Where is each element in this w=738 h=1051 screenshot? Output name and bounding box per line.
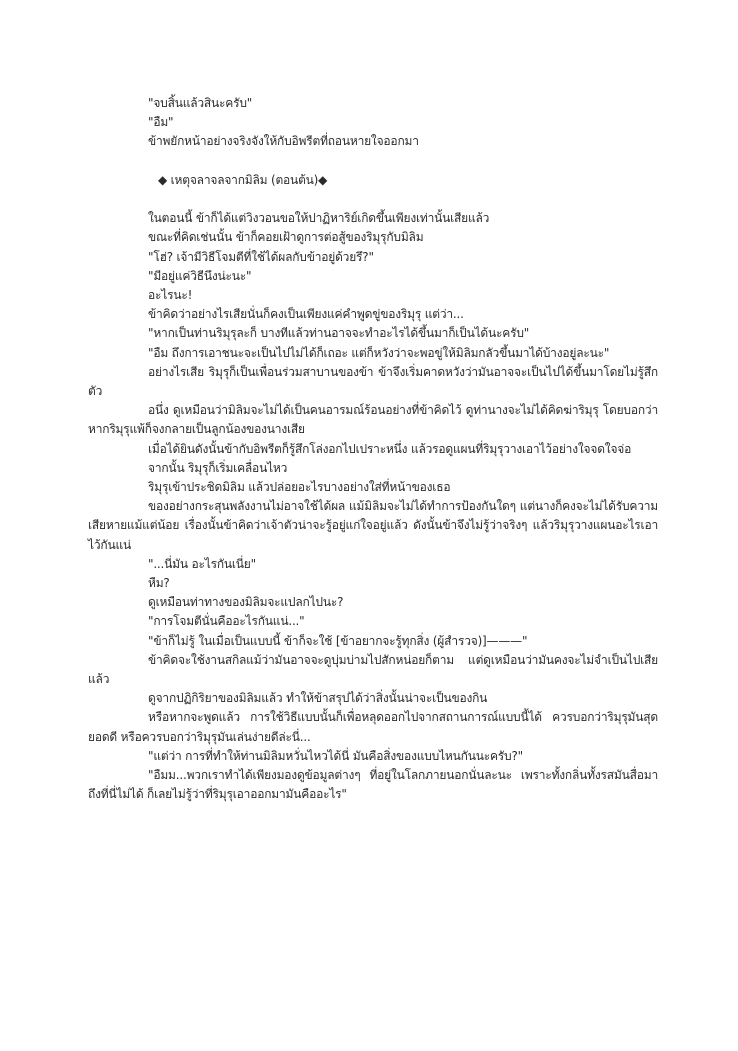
narration-paragraph: ข้าคิดจะใช้งานสกิลแม้ว่ามันอาจจะดูบุ่มบ่ามไปสักหน่อยก็ตาม แต่ดูเหมือนว่ามันคงจะไม่จำเป็นไปเสียแล้ว	[88, 652, 658, 687]
dialogue-line: "อืม"	[148, 115, 174, 130]
dialogue-line: "แต่ว่า การที่ทำให้ท่านมิลิมหวั่นไหวได้นี่ มันคือสิ่งของแบบไหนกันนะครับ?"	[148, 748, 523, 763]
narration-line: จากนั้น ริมุรุก็เริ่มเคลื่อนไหว	[148, 460, 288, 475]
narration-line: หืม?	[148, 576, 170, 591]
dialogue-line: "มีอยู่แค่วิธีนึงน่ะนะ"	[148, 268, 252, 283]
narration-line: ขณะที่คิดเช่นนั้น ข้าก็คอยเฝ้าดูการต่อสู้ของริมุรุกับมิลิม	[148, 230, 424, 245]
narration-line: ข้าพยักหน้าอย่างจริงจังให้กับอิพรีตที่ถอนหายใจออกมา	[148, 134, 419, 149]
narration-paragraph: เมื่อได้ยินดังนั้นข้ากับอิพรีตก็รู้สึกโล่งอกไปเปราะหนึ่ง แล้วรอดูแผนที่ริมุรุวางเอาไว้อย่างใจจดใจจ่อ	[148, 441, 632, 456]
dialogue-line: "อืม ถึงการเอาชนะจะเป็นไปไม่ได้ก็เถอะ แต่ก็หวังว่าจะพอขู่ให้มิลิมกลัวขึ้นมาได้บ้างอยู่ละนะ"	[148, 345, 610, 360]
dialogue-line: "จบสิ้นแล้วสินะครับ"	[148, 96, 253, 110]
narration-line: ข้าคิดว่าอย่างไรเสียนั่นก็คงเป็นเพียงแค่คำพูดขู่ของริมุรุ แต่ว่า...	[148, 307, 464, 322]
dialogue-line: "หากเป็นท่านริมุรุละก็ บางทีแล้วท่านอาจจะทำอะไรได้ขึ้นมาก็เป็นได้นะครับ"	[148, 326, 530, 341]
document-body	[88, 94, 658, 804]
dialogue-line: "...นี่มัน อะไรกันเนี่ย"	[148, 556, 256, 571]
narration-line: ในตอนนี้ ข้าก็ได้แต่วิงวอนขอให้ปาฏิหาริย์เกิดขึ้นเพียงเท่านั้นเสียแล้ว	[148, 211, 490, 226]
section-heading: ◆ เหตุจลาจลจากมิลิม (ตอนต้น)◆	[158, 172, 328, 187]
narration-line: ดูเหมือนท่าทางของมิลิมจะแปลกไปนะ?	[148, 595, 344, 610]
narration-line: อะไรนะ!	[148, 288, 193, 302]
dialogue-line: "ข้าก็ไม่รู้ ในเมื่อเป็นแบบนี้ ข้าก็จะใช้ [ข้าอยากจะรู้ทุกสิ่ง (ผู้สำรวจ)]———"	[148, 633, 528, 648]
narration-line: ริมุรุเข้าประชิดมิลิม แล้วปล่อยอะไรบางอย่างใส่ที่หน้าของเธอ	[148, 480, 451, 495]
blank-line	[88, 190, 658, 209]
narration-line: ดูจากปฏิกิริยาของมิลิมแล้ว ทำให้ข้าสรุปได้ว่าสิ่งนั้นน่าจะเป็นของกิน	[148, 691, 488, 706]
dialogue-paragraph: "อืมม...พวกเราทำได้เพียงมองดูข้อมูลต่างๆ ที่อยู่ในโลกภายนอกนั่นละนะ เพราะทั้งกลิ่นทั้งรสมันสื่อมาถึงที่นี่ไม่ได้ ก็เลยไม่รู้ว่าที่ริมุรุเอาออกมามันคืออะไร"	[88, 768, 658, 802]
narration-paragraph: อย่างไรเสีย ริมุรุก็เป็นเพื่อนร่วมสาบานของข้า ข้าจึงเริ่มคาดหวังว่ามันอาจจะเป็นไปได้ขึ้นมาโดยไม่รู้สึกตัว	[88, 364, 658, 399]
narration-paragraph: อนึ่ง ดูเหมือนว่ามิลิมจะไม่ได้เป็นคนอารมณ์ร้อนอย่างที่ข้าคิดไว้ ดูท่านางจะไม่ได้คิดฆ่าริมุรุ โดยบอกว่าหากริมุรุแพ้ก็จงกลายเป็นลูกน้องของนางเสีย	[88, 403, 658, 437]
blank-line	[88, 152, 658, 171]
narration-paragraph: หรือหากจะพูดแล้ว การใช้วิธีแบบนั้นก็เพื่อหลุดออกไปจากสถานการณ์แบบนี้ได้ ควรบอกว่าริมุรุมันสุดยอดดี หรือควรบอกว่าริมุรุมันเล่นง่ายดีล่ะนี่...	[88, 710, 658, 744]
narration-paragraph: ของอย่างกระสุนพลังงานไม่อาจใช้ได้ผล แม้มิลิมจะไม่ได้ทำการป้องกันใดๆ แต่นางก็คงจะไม่ได้รับความเสียหายแม้แต่น้อย เรื่องนั้นข้าคิดว่าเจ้าตัวน่าจะรู้อยู่แก่ใจอยู่แล้ว ดังนั้นข้าจึงไม่รู้ว่าจริงๆ แล้วริมุรุวางแผนอะไรเอาไว้กันแน่	[88, 499, 658, 552]
dialogue-line: "การโจมตีนั่นคืออะไรกันแน่..."	[148, 614, 305, 629]
dialogue-line: "โฮ่? เจ้ามีวิธีโจมตีที่ใช้ได้ผลกับข้าอยู่ด้วยรึ?"	[148, 249, 374, 264]
